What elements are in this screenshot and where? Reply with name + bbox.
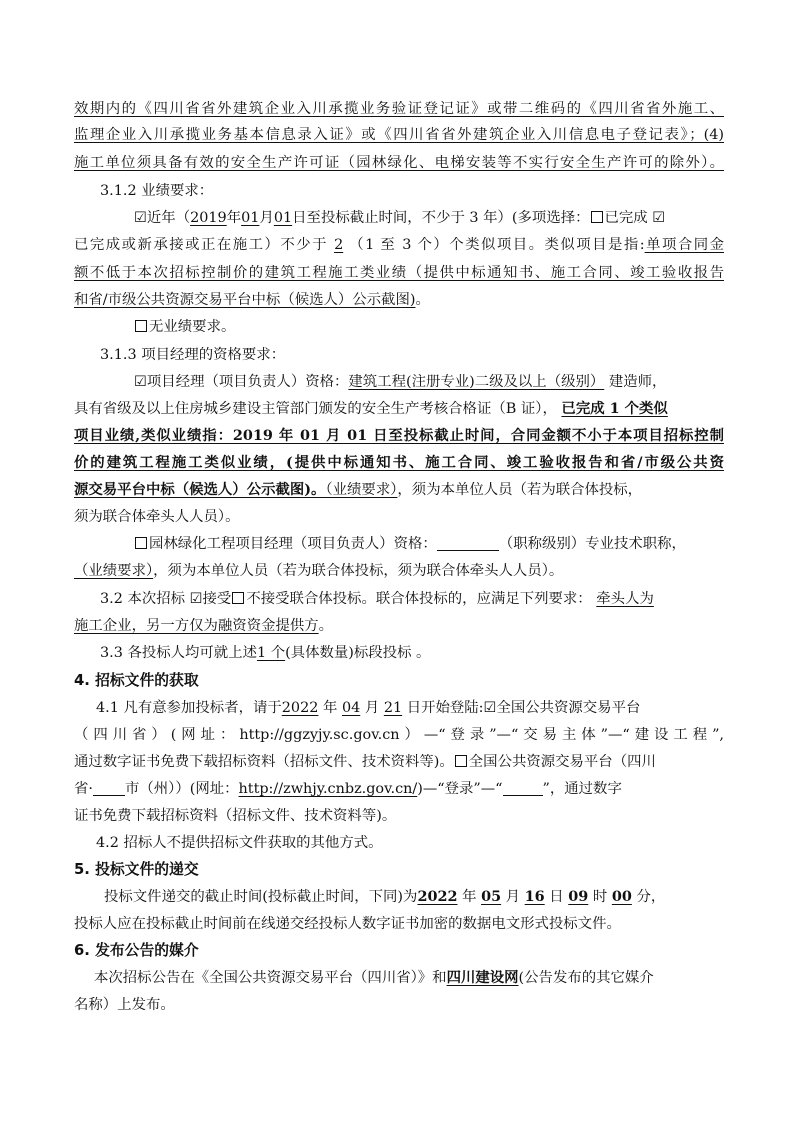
pm-line-6: 须为联合体牵头人人员）。 <box>74 509 240 525</box>
platform-link[interactable]: http://zwhjy.cnbz.gov.cn/ <box>238 781 418 797</box>
deadline-line: 投标文件递交的截止时间(投标截止时间，下同)为2022 年 05 月 16 日 09 时 00 分， <box>104 888 666 905</box>
obtain-line-2: （四川省）(网址：http://ggzyjy.sc.gov.cn）—“登录”—“交易主体”—“建设工程”, <box>74 727 724 743</box>
blank-field <box>503 779 543 796</box>
deadline-line-2: 投标人应在投标截止时间前在线递交经投标人数字证书加密的数据电文形式投标文件。 <box>74 916 621 932</box>
obtain-line-6: 4.2 招标人不提供招标文件获取的其他方式。 <box>96 835 383 851</box>
pm-line-4: 价的建筑工程施工类似业绩，(提供中标通知书、施工合同、竣工验收报告和省/市级公共资 <box>74 454 724 471</box>
pm-landscape-line-2: （业绩要求），须为本单位人员（若为联合体投标，须为联合体牵头人人员）。 <box>74 563 564 579</box>
blank-field <box>437 534 499 551</box>
perf-line-1: ☑近年（2019年01月01日至投标截止时间，不少于 3 年）(多项选择： 已完成 ☑ <box>134 210 666 226</box>
consortium-line-1: 3.2 本次招标 ☑接受 不接受联合体投标。联合体投标的，应满足下列要求： 牵头人为 <box>100 591 654 607</box>
perf-line-2: 已完成或新承接或正在施工）不少于 2 （1 至 3 个）个类似项目。类似项目是指:单项合同金 <box>74 237 724 253</box>
obtain-line-1: 4.1 凡有意参加投标者，请于2022 年 04 月 21 日开始登陆:☑全国公共资源交易平台 <box>96 700 641 716</box>
pm-line-3: 项目业绩,类似业绩指：2019 年 01 月 01 日至投标截止时间，合同金额不小于本项目招标控制 <box>74 427 724 444</box>
obtain-line-3: 通过数字证书免费下载招标资料（招标文件、技术资料等)。 全国公共资源交易平台（四川 <box>74 754 656 770</box>
section-heading-313: 3.1.3 项目经理的资格要求： <box>100 347 286 363</box>
section-heading-6: 6. 发布公告的媒介 <box>74 942 199 959</box>
obtain-line-4: 省· 市（州））(网址：http://zwhjy.cnbz.gov.cn/)—“登录”—“ ”，通过数字 <box>74 781 622 797</box>
pm-line-2: 具有省级及以上住房城乡建设主管部门颁发的安全生产考核合格证（B 证）， 已完成 1 个类似 <box>74 400 668 417</box>
checkbox-unchecked-icon <box>232 592 244 604</box>
perf-line-4: 和省/市级公共资源交易平台中标（候选人）公示截图)。 <box>74 292 430 308</box>
checkbox-unchecked-icon <box>135 320 147 332</box>
checkbox-unchecked-icon <box>455 755 467 767</box>
checkbox-checked-icon: ☑ <box>134 374 147 390</box>
section-33: 3.3 各投标人均可就上述1 个(具体数量)标段投标 。 <box>100 645 431 661</box>
checkbox-checked-icon: ☑ <box>483 700 497 716</box>
checkbox-unchecked-icon <box>135 537 147 549</box>
obtain-line-5: 证书免费下载招标资料（招标文件、技术资料等)。 <box>74 808 397 824</box>
checkbox-checked-icon: ☑ <box>134 210 147 226</box>
para-line: 效期内的《四川省省外建筑企业入川承揽业务验证登记证》或带二维码的《四川省省外施工、 <box>74 101 724 117</box>
blank-field <box>93 779 125 796</box>
section-heading-4: 4. 招标文件的获取 <box>74 672 199 689</box>
pm-landscape-line: 园林绿化工程项目经理（项目负责人）资格： （职称级别）专业技术职称， <box>134 533 724 555</box>
pm-line-5: 源交易平台中标（候选人）公示截图)。（业绩要求），须为本单位人员（若为联合体投标， <box>74 481 643 498</box>
consortium-line-2: 施工企业，另一方仅为融资资金提供方。 <box>74 618 334 634</box>
media-line-2: 名称）上发布。 <box>74 997 175 1013</box>
section-heading-312: 3.1.2 业绩要求： <box>100 183 214 199</box>
checkbox-checked-icon: ☑ <box>652 210 666 226</box>
para-line: 施工单位须具备有效的安全生产许可证（园林绿化、电梯安装等不实行安全生产许可的除外）。 <box>74 155 724 171</box>
checkbox-unchecked-icon <box>591 211 603 223</box>
perf-line-3: 额不低于本次招标控制价的建筑工程施工类业绩（提供中标通知书、施工合同、竣工验收报告 <box>74 265 724 281</box>
checkbox-checked-icon: ☑ <box>189 591 203 607</box>
pm-line-1: ☑项目经理（项目负责人）资格：建筑工程(注册专业)二级及以上（级别） 建造师， <box>134 374 667 390</box>
para-line: 监理企业入川承揽业务基本信息录入证》或《四川省省外建筑企业入川信息电子登记表》；(4) <box>74 127 724 143</box>
section-heading-5: 5. 投标文件的递交 <box>74 861 199 878</box>
perf-none-option: 无业绩要求。 <box>134 316 784 338</box>
media-line-1: 本次招标公告在《全国公共资源交易平台（四川省）》和四川建设网(公告发布的其它媒介 <box>94 969 654 986</box>
